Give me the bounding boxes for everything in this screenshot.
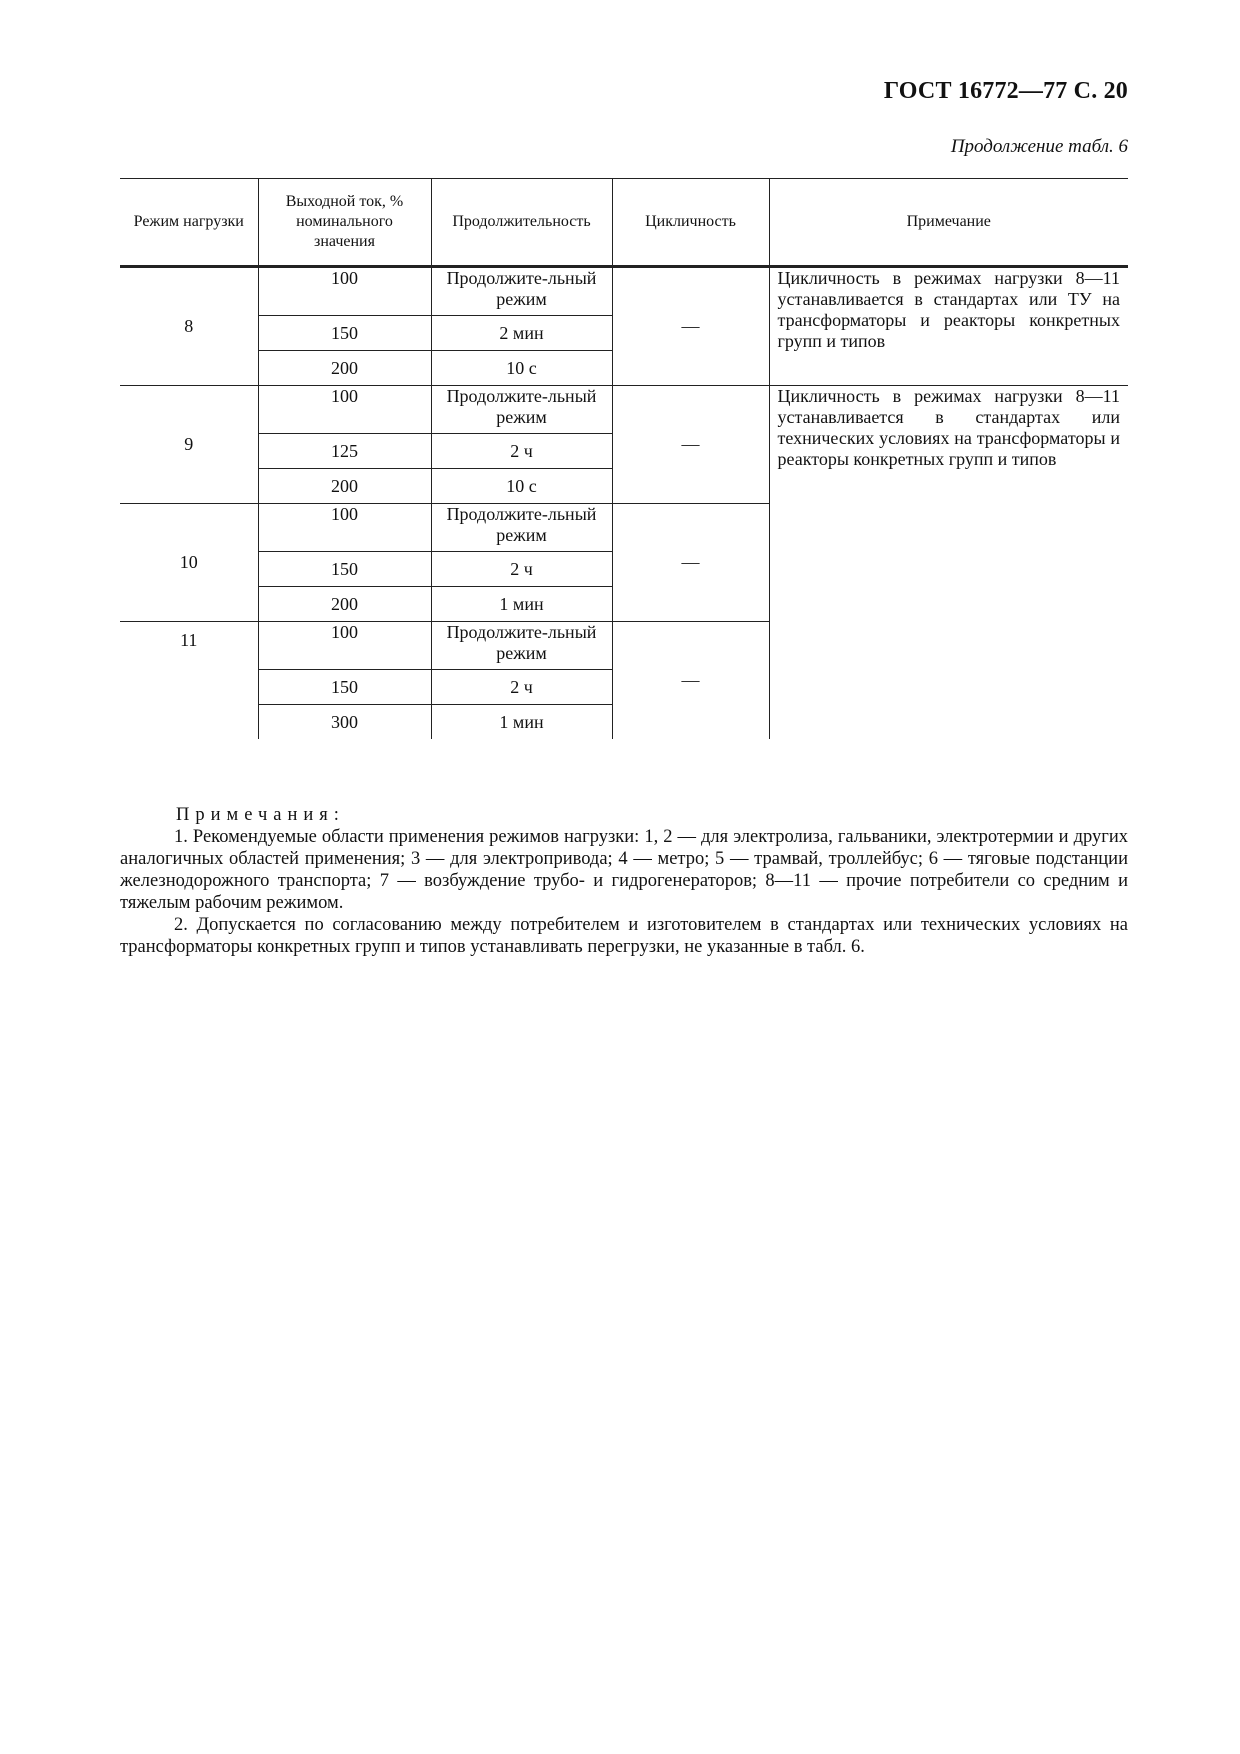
duration-cell: Продолжите-льный режим: [431, 267, 612, 316]
current-cell: 200: [258, 469, 431, 504]
note-text: Цикличность в режимах нагрузки 8—11 устанавливается в стандартах или ТУ на трансформаторы и реакторы конкретных групп и типов: [777, 268, 1120, 351]
page-header: [884, 78, 1128, 105]
note-text: Цикличность в режимах нагрузки 8—11 устанавливается в стандартах или технических условиях на трансформаторы и реакторы конкретных групп и типов: [777, 386, 1120, 469]
duration-cell: 2 ч: [431, 552, 612, 587]
current-cell: 150: [258, 670, 431, 705]
cyclicity-cell: —: [612, 504, 769, 622]
table-row: [120, 386, 1128, 434]
current-cell: 200: [258, 351, 431, 386]
cyclicity-cell: —: [612, 622, 769, 740]
column-header-note: Примечание: [769, 179, 1128, 267]
current-cell: 100: [258, 267, 431, 316]
load-mode-cell: 11: [120, 622, 258, 740]
current-cell: 100: [258, 504, 431, 552]
table-continuation-label: Продолжение табл. 6: [950, 136, 1128, 157]
column-header-output-current: Выходной ток, % номинального значения: [258, 179, 431, 267]
load-mode-cell: 9: [120, 386, 258, 504]
duration-cell: Продолжите-льный режим: [431, 622, 612, 670]
duration-cell: 1 мин: [431, 587, 612, 622]
duration-cell: 2 мин: [431, 316, 612, 351]
table-row: [120, 267, 1128, 316]
column-header-duration: Продолжительность: [431, 179, 612, 267]
current-cell: 100: [258, 622, 431, 670]
current-cell: 125: [258, 434, 431, 469]
current-cell: 100: [258, 386, 431, 434]
document-id: ГОСТ 16772—77 С. 20: [883, 78, 1128, 104]
notes-section: [120, 804, 1128, 958]
note-cell: [769, 386, 1128, 740]
cyclicity-cell: —: [612, 386, 769, 504]
notes-title: Примечания:: [176, 805, 345, 825]
note-item: 1. Рекомендуемые области применения режимов нагрузки: 1, 2 — для электролиза, гальваники, электротермии и других аналогичных областей применения; 3 — для электропривода; 4 — метро; 5 — трамвай, троллейбус; 6 — тяговые подстанции железнодорожного транспорта; 7 — возбуждение трубо- и гидрогенераторов; 8—11 — прочие потребители со средним и тяжелым рабочим режимом.: [120, 827, 1128, 913]
duration-cell: 10 с: [431, 351, 612, 386]
cyclicity-cell: —: [612, 267, 769, 386]
table-header-row: [120, 179, 1128, 267]
current-cell: 200: [258, 587, 431, 622]
load-modes-table: [120, 178, 1128, 739]
duration-cell: Продолжите-льный режим: [431, 504, 612, 552]
current-cell: 150: [258, 316, 431, 351]
duration-cell: 2 ч: [431, 434, 612, 469]
column-header-cyclicity: Цикличность: [612, 179, 769, 267]
duration-cell: 2 ч: [431, 670, 612, 705]
load-mode-cell: 10: [120, 504, 258, 622]
current-cell: 150: [258, 552, 431, 587]
note-cell: [769, 267, 1128, 386]
duration-cell: Продолжите-льный режим: [431, 386, 612, 434]
duration-cell: 1 мин: [431, 705, 612, 740]
duration-cell: 10 с: [431, 469, 612, 504]
note-item: 2. Допускается по согласованию между потребителем и изготовителем в стандартах или технических условиях на трансформаторы конкретных групп и типов устанавливать перегрузки, не указанные в табл. 6.: [120, 915, 1128, 957]
column-header-load-mode: Режим нагрузки: [120, 179, 258, 267]
load-mode-cell: 8: [120, 267, 258, 386]
current-cell: 300: [258, 705, 431, 740]
